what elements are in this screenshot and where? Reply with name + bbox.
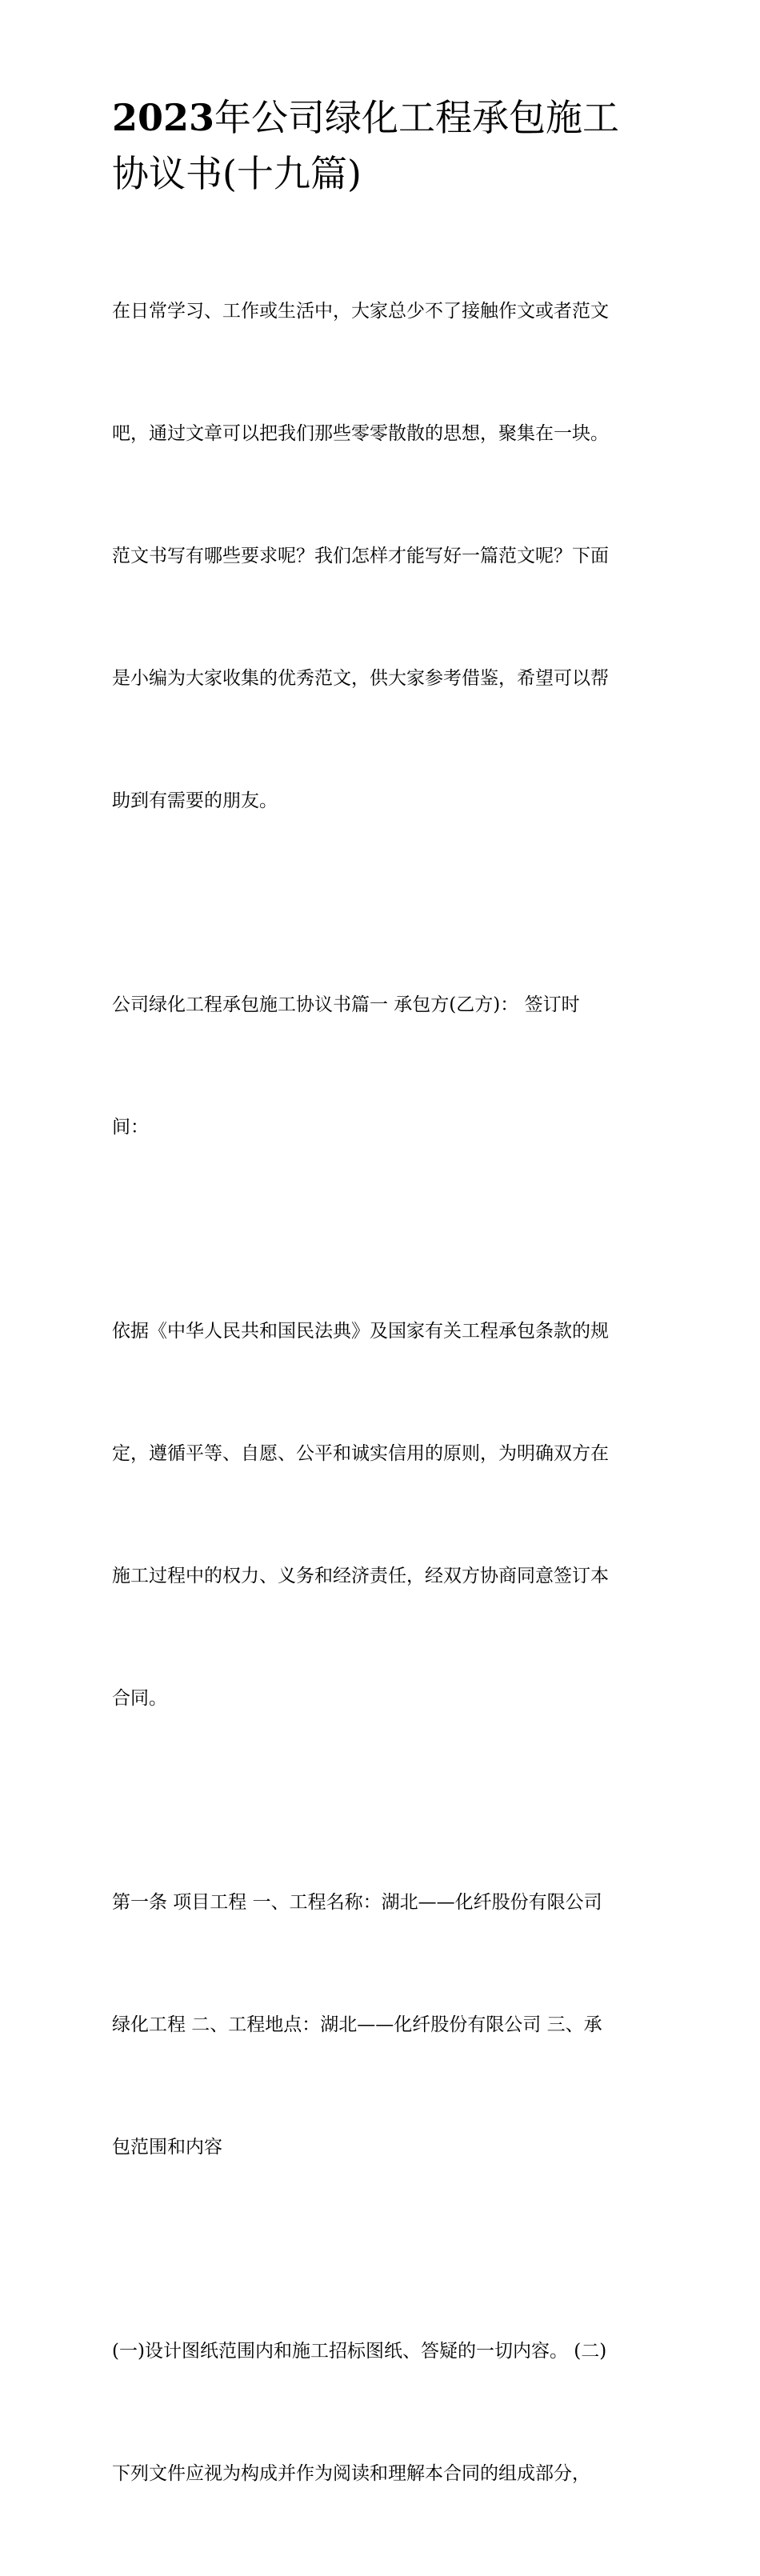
paragraph-line: 下列文件应视为构成并作为阅读和理解本合同的组成部分，	[112, 2463, 590, 2484]
paragraph-line: 在日常学习、工作或生活中，大家总少不了接触作文或者范文	[112, 301, 609, 322]
contract-header-paragraph	[112, 903, 656, 1230]
paragraph-line: 合同。	[112, 1688, 167, 1709]
paragraph-line: 定，遵循平等、自愿、公平和诚实信用的原则，为明确双方在	[112, 1443, 609, 1464]
paragraph-line: 施工过程中的权力、义务和经济责任，经双方协商同意签订本	[112, 1566, 609, 1586]
paragraph-line: 助到有需要的朋友。	[112, 790, 278, 811]
paragraph-line: 包范围和内容	[112, 2137, 222, 2158]
title-year: 2023	[112, 96, 215, 139]
title-line-1	[112, 90, 656, 146]
document-title	[112, 90, 656, 202]
paragraph-line: 公司绿化工程承包施工协议书篇一 承包方(乙方)： 签订时	[112, 994, 580, 1015]
document-body	[112, 90, 656, 2576]
paragraph-line: 吧，通过文章可以把我们那些零零散散的思想，聚集在一块。	[112, 423, 609, 444]
paragraph-line: 间：	[112, 1117, 149, 1138]
title-line-1-text: 年公司绿化工程承包施工	[214, 96, 620, 139]
paragraph-line: 是小编为大家收集的优秀范文，供大家参考借鉴，希望可以帮	[112, 668, 609, 689]
paragraph-line: 绿化工程 二、工程地点：湖北——化纤股份有限公司 三、承	[112, 2014, 602, 2035]
title-line-2: 协议书(十九篇)	[112, 152, 362, 195]
paragraph-line: (一)设计图纸范围内和施工招标图纸、答疑的一切内容。 (二)	[112, 2341, 607, 2362]
scope-paragraph	[112, 2250, 656, 2576]
intro-paragraph	[112, 210, 656, 903]
paragraph-line: 范文书写有哪些要求呢？我们怎样才能写好一篇范文呢？下面	[112, 546, 609, 566]
basis-paragraph	[112, 1230, 656, 1801]
paragraph-line: 依据《中华人民共和国民法典》及国家有关工程承包条款的规	[112, 1321, 609, 1342]
article-one-paragraph	[112, 1801, 656, 2250]
paragraph-line: 第一条 项目工程 一、工程名称：湖北——化纤股份有限公司	[112, 1892, 602, 1913]
